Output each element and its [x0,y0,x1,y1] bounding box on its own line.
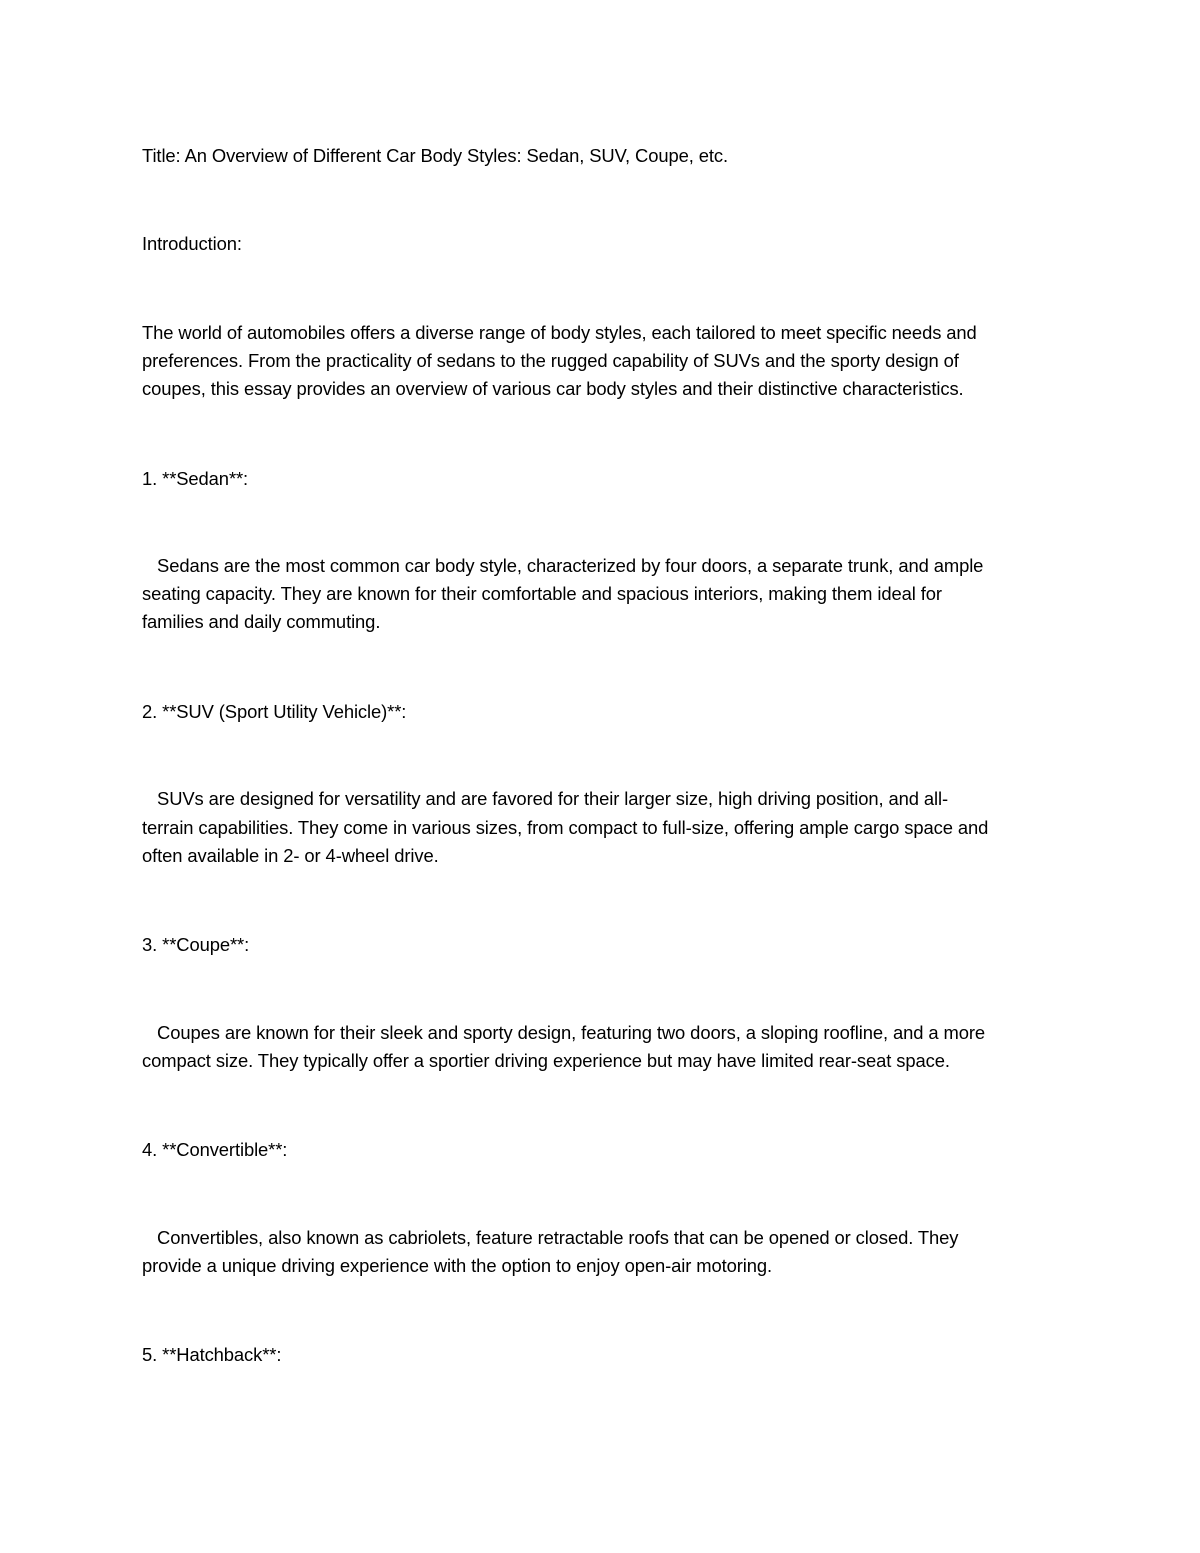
section-line: families and daily commuting. [142,611,381,632]
section-heading-hatchback: 5. **Hatchback**: [142,1344,282,1365]
document-title: Title: An Overview of Different Car Body Styles: Sedan, SUV, Coupe, etc. [142,145,729,166]
section-line: provide a unique driving experience with the option to enjoy open-air motoring. [142,1255,773,1276]
section-heading-sedan: 1. **Sedan**: [142,468,249,489]
section-line: often available in 2- or 4-wheel drive. [142,845,439,866]
section-line: seating capacity. They are known for their comfortable and spacious interiors, making them ideal for [142,583,942,604]
section-line: compact size. They typically offer a sportier driving experience but may have limited rear-seat space. [142,1050,950,1071]
section-line: SUVs are designed for versatility and are favored for their larger size, high driving position, and all- [142,788,949,809]
section-line: Convertibles, also known as cabriolets, feature retractable roofs that can be opened or closed. They [142,1227,959,1248]
section-line: Coupes are known for their sleek and sporty design, featuring two doors, a sloping roofline, and a more [142,1022,986,1043]
section-heading-suv: 2. **SUV (Sport Utility Vehicle)**: [142,701,407,722]
intro-line: coupes, this essay provides an overview of various car body styles and their distinctive characteristics. [142,378,964,399]
section-heading-coupe: 3. **Coupe**: [142,934,250,955]
intro-heading: Introduction: [142,233,242,254]
intro-line: The world of automobiles offers a diverse range of body styles, each tailored to meet specific needs and [142,322,977,343]
section-heading-convertible: 4. **Convertible**: [142,1139,288,1160]
intro-line: preferences. From the practicality of sedans to the rugged capability of SUVs and the sporty design of [142,350,959,371]
section-line: Sedans are the most common car body style, characterized by four doors, a separate trunk, and ample [142,555,984,576]
section-line: terrain capabilities. They come in various sizes, from compact to full-size, offering ample cargo space and [142,817,989,838]
